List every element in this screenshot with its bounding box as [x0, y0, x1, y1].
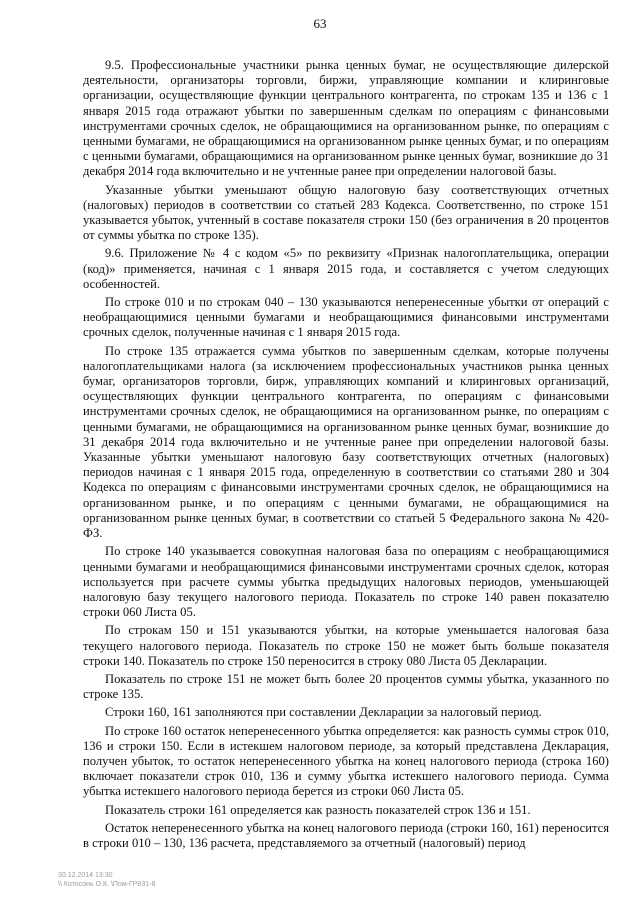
paragraph-9-5: 9.5. Профессиональные участники рынка ценных бумаг, не осуществляющие дилерской деятельности, организаторы торговли, биржи, управляющие компании и клиринговые организации, осуществляющие функции центрального контрагента, по строкам 135 и 136 с 1 января 2015 года отражают убытки по завершенным сделкам по операциям с финансовыми инструментами срочных сделок, не обращающимися на организованном рынке, по операциям с ценными бумагами, не обращающимися на организованном рынке ценных бумаг, и по операциям с ценными бумагами, обращающимися на организованном рынке ценных бумаг, возникшие до 31 декабря 2014 года включительно и не учтенные ранее при определении налоговой базы.: [83, 58, 609, 179]
paragraph-line-161: Показатель строки 161 определяется как разность показателей строк 136 и 151.: [105, 802, 531, 817]
paragraph-carry-forward: Остаток неперенесенного убытка на конец налогового периода (строки 160, 161) переносится в строки 010 – 130, 136 расчета, представляемого за отчетный (налоговый) период: [83, 820, 609, 850]
paragraph-line-151-limit: Показатель по строке 151 не может быть более 20 процентов суммы убытка, указанного по строке 135.: [83, 671, 609, 702]
paragraph-lines-150-151: По строкам 150 и 151 указываются убытки, на которые уменьшается налоговая база текущего налогового периода. Показатель по строке 150 не может быть больше показателя строки 140. Показатель по строке 150 переносится в строку 080 Листа 05 Декларации.: [83, 623, 609, 668]
paragraph-line-160: По строке 160 остаток неперенесенного убытка определяется: как разность суммы строк 010, 136 и строки 150. Если в истекшем налоговом периоде, за который представлена Декларация, получен убыток, то остаток неперенесенного убытка на конец налогового периода (строка 160) включает показатели строк 010, 136 и сумму убытка истекшего налогового периода. Сумма убытка истекшего налогового периода берется из строки 060 Листа 05.: [83, 723, 609, 799]
paragraph-losses-reduce-base: Указанные убытки уменьшают общую налоговую базу соответствующих отчетных (налоговых) периодов в соответствии со статьей 283 Кодекса. Соответственно, по строке 151 указывается убыток, учтенный в составе показателя строки 150 (без ограничения в 20 процентов от суммы убытка по строке 135).: [83, 182, 609, 243]
print-footer: [58, 871, 155, 889]
document-body: [83, 58, 609, 854]
page-number: 63: [313, 16, 327, 31]
paragraph-line-010: По строке 010 и по строкам 040 – 130 указываются неперенесенные убытки от операций с необращающимися ценными бумагами и необращающимися финансовыми инструментами срочных сделок, полученные начиная с 1 января 2015 года.: [83, 295, 609, 340]
paragraph-line-135: По строке 135 отражается сумма убытков по завершенным сделкам, которые получены налогоплательщиками налога (за исключением профессиональных участников рынка ценных бумаг, организаторов торговли, бирж, управляющих компаний и клиринговых организаций, осуществляющих функции центрального контрагента, по операциям с финансовыми инструментами срочных сделок, не обращающимися на организованном рынке, по операциям с ценными бумагами, не обращающимися на организованном рынке ценных бумаг, возникшие до 31 декабря 2014 года включительно и не учтенные ранее при определении налоговой базы. Указанные убытки уменьшают налоговую базу соответствующих отчетных (налоговых) периодов начиная с 1 января 2015 года, определенную в соответствии со статьями 280 и 304 Кодекса по операциям с финансовыми инструментами срочных сделок, не обращающимися на организованном рынке, и по операциям с ценными бумагами, не обращающимися на организованном рынке ценных бумаг, в соответствии со статьей 5 Федерального закона № 420-ФЗ.: [83, 343, 609, 541]
paragraph-line-140: По строке 140 указывается совокупная налоговая база по операциям с необращающимися ценными бумагами и необращающимися финансовыми инструментами срочных сделок, которая используется при расчете суммы убытка предыдущих налоговых периодов, уменьшающей налоговую базу текущего налогового периода. Показатель по строке 140 равен показателю строки 060 Листа 05.: [83, 544, 609, 620]
print-timestamp: 30.12.2014 13:30: [58, 872, 113, 879]
paragraph-9-6: 9.6. Приложение № 4 с кодом «5» по реквизиту «Признак налогоплательщика, операции (код)» применяется, начиная с 1 января 2015 года, и составляется с учетом следующих особенностей.: [83, 246, 609, 291]
paragraph-lines-160-161: Строки 160, 161 заполняются при составлении Декларации за налоговый период.: [105, 705, 542, 720]
file-path: \\ Котосонь О.К. \Пом-ГР831-8: [58, 881, 156, 888]
